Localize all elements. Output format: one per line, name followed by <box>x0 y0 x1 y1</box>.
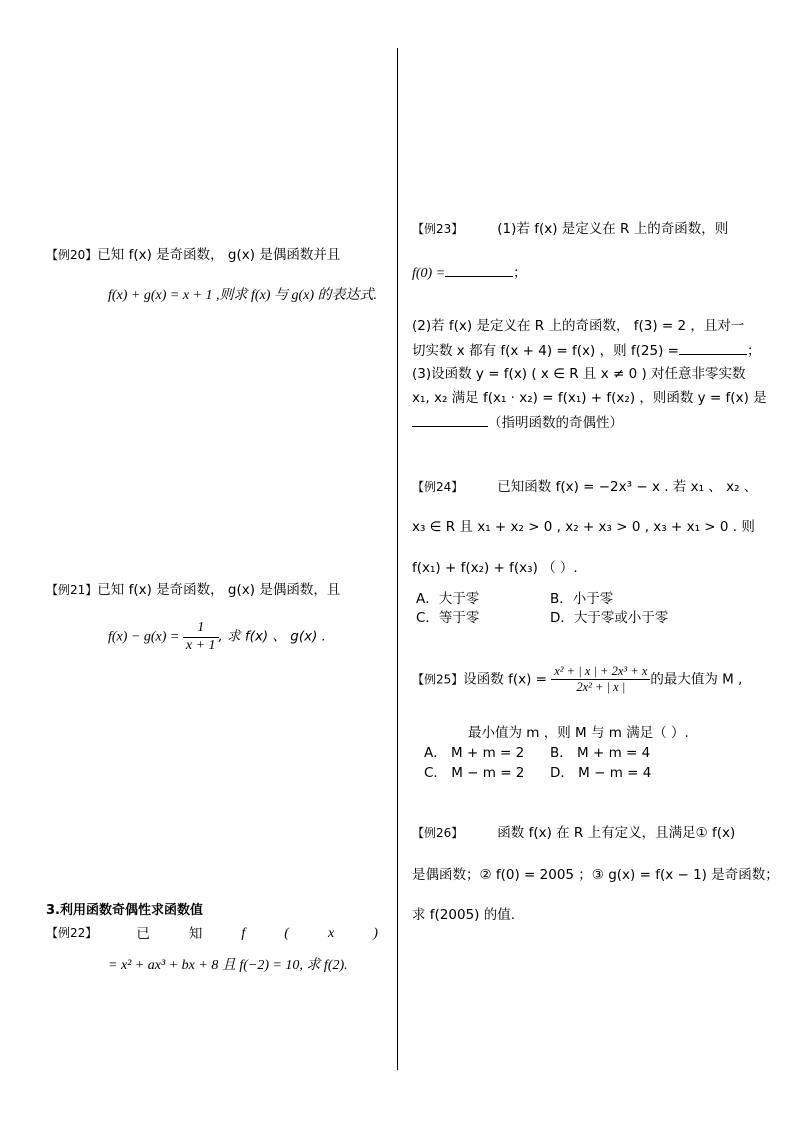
option-a[interactable]: A．大于零 <box>416 591 480 607</box>
problem-text: 求 f(2005) 的值. <box>412 907 516 923</box>
problem-equation: f(x) + g(x) = x + 1 ,则求 f(x) 与 g(x) 的表达式. <box>108 288 377 303</box>
problem-part-3: (3)设函数 y = f(x) ( x ∈ R 且 x ≠ 0 ) 对任意非零实数 <box>412 366 746 382</box>
example-label: 【例20】 <box>46 248 98 262</box>
option-d[interactable]: D．大于零或小于零 <box>550 610 669 626</box>
option-b[interactable]: B． M + m = 4 <box>550 745 651 761</box>
problem-text: 已知 f(x) 是奇函数， g(x) 是偶函数并且 <box>97 247 341 263</box>
column-divider <box>397 48 398 1070</box>
fraction-numerator: 1 <box>183 620 219 638</box>
problem-text: 设函数 f(x) = <box>463 671 547 688</box>
fraction <box>183 620 219 655</box>
fraction-denominator: x + 1 <box>185 637 216 653</box>
example-label: 【例24】 <box>412 480 464 494</box>
fraction-numerator: x² + | x | + 2x³ + x <box>551 664 650 680</box>
punctuation: ； <box>746 343 761 359</box>
option-a[interactable]: A． M + m = 2 <box>424 745 525 761</box>
problem-text: x₁, x₂ 满足 f(x₁ · x₂) = f(x₁) + f(x₂) ，则函数 y = f(x) 是 <box>412 390 767 406</box>
problem-text: x₃ ∈ R 且 x₁ + x₂ > 0 , x₂ + x₃ > 0 , x₃ + x₁ > 0 . 则 <box>412 519 755 535</box>
problem-part-1: (1)若 f(x) 是定义在 R 上的奇函数，则 <box>497 221 729 237</box>
example-label: 【例25】 <box>412 672 464 687</box>
equation-lhs: f(x) − g(x) = <box>108 629 180 645</box>
problem-text: 切实数 x 都有 f(x + 4) = f(x) ，则 f(25) = <box>412 343 679 359</box>
option-b[interactable]: B．小于零 <box>550 591 614 607</box>
answer-blank[interactable] <box>445 264 513 277</box>
option-c[interactable]: C． M − m = 2 <box>424 765 525 781</box>
problem-text: 已知 f(x) 是奇函数， g(x) 是偶函数，且 <box>97 582 341 598</box>
problem-text: （指明函数的奇偶性） <box>488 415 623 431</box>
example-label: 【例26】 <box>412 826 464 840</box>
equation-rest: , 求 f(x) 、 g(x) . <box>218 628 326 645</box>
word: x <box>328 926 335 941</box>
problem-text: 函数 f(x) 在 R 上有定义，且满足① f(x) <box>497 825 736 841</box>
option-c[interactable]: C．等于零 <box>416 610 480 626</box>
word: ) <box>373 926 378 941</box>
option-d[interactable]: D． M − m = 4 <box>550 765 652 781</box>
problem-text: 最小值为 m ，则 M 与 m 满足（ ）. <box>468 725 689 741</box>
word: f <box>241 926 246 941</box>
problem-text: 的最大值为 M , <box>650 671 743 688</box>
problem-text: 已知函数 f(x) = −2x³ − x . 若 x₁ 、 x₂ 、 <box>497 479 758 495</box>
problem-text: f(x₁) + f(x₂) + f(x₃) （ ）. <box>412 560 578 576</box>
fraction-denominator: 2x² + | x | <box>576 680 626 694</box>
example-label: 【例21】 <box>46 583 98 597</box>
example-label: 【例23】 <box>412 222 464 236</box>
problem-part-2: (2)若 f(x) 是定义在 R 上的奇函数， f(3) = 2 ，且对一 <box>412 318 745 334</box>
punctuation: ； <box>513 265 527 281</box>
word: 知 <box>188 926 203 942</box>
example-label: 【例22】 <box>46 926 98 940</box>
problem-text: f(0) = <box>412 266 446 281</box>
word: ( <box>284 926 289 941</box>
fraction <box>551 664 650 695</box>
word: 已 <box>136 926 150 942</box>
section-heading: 3.利用函数奇偶性求函数值 <box>46 903 203 918</box>
problem-text: 是偶函数；② f(0) = 2005 ；③ g(x) = f(x − 1) 是奇函数； <box>412 867 779 883</box>
answer-blank[interactable] <box>412 414 488 427</box>
problem-equation <box>108 620 326 655</box>
answer-blank[interactable] <box>679 342 747 355</box>
problem-equation: = x² + ax³ + bx + 8 且 f(−2) = 10, 求 f(2). <box>108 958 348 973</box>
